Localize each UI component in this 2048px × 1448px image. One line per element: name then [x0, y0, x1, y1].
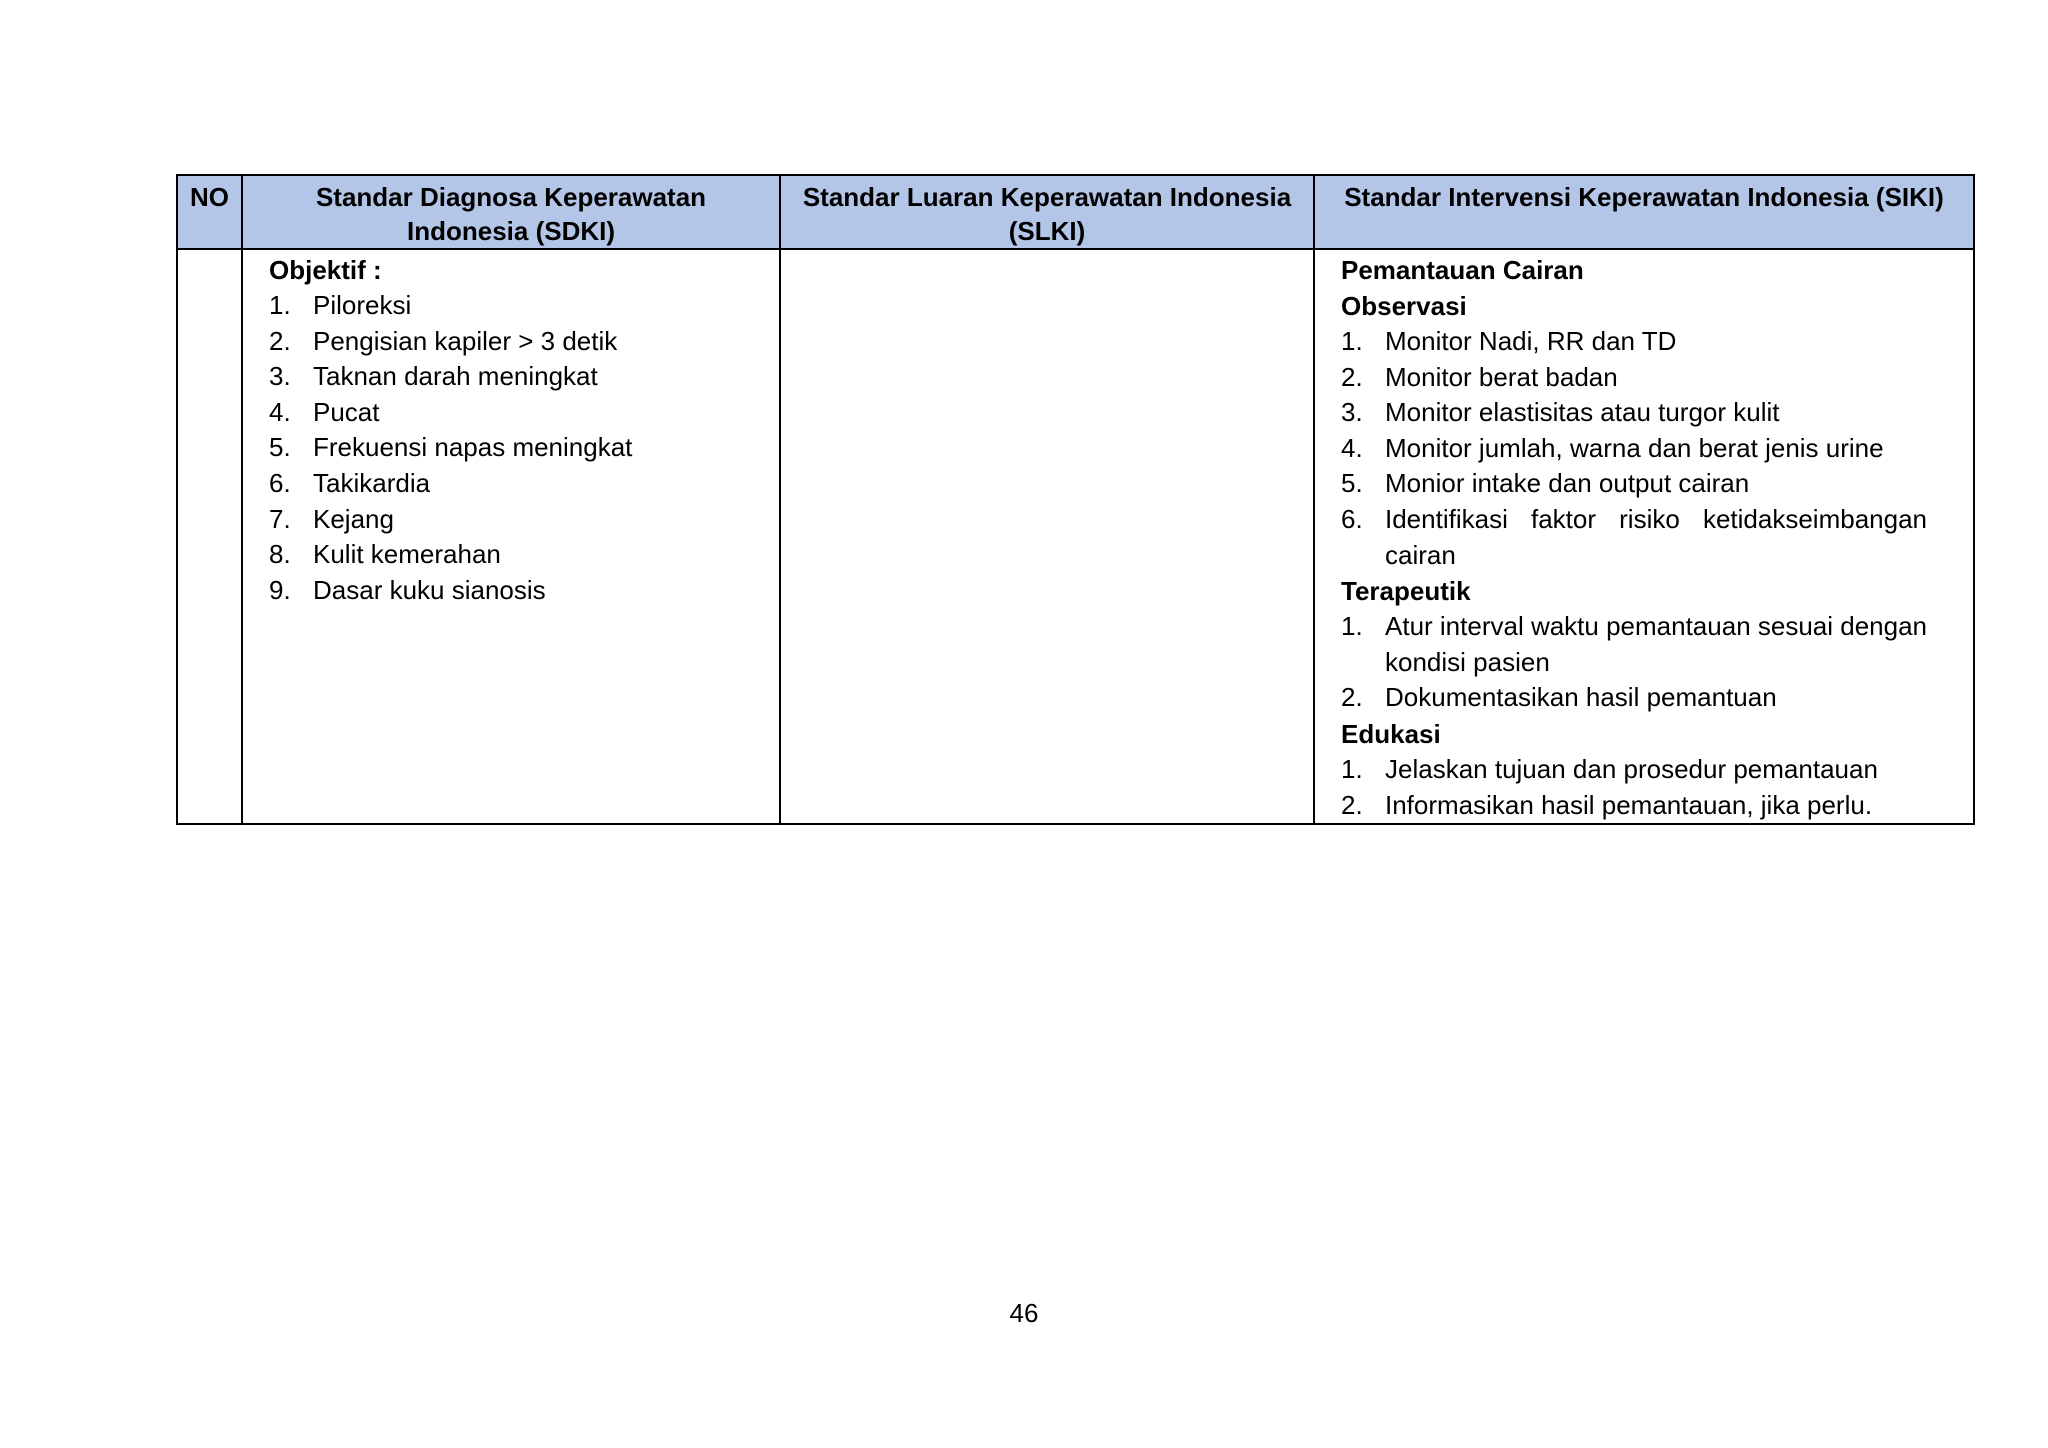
page-number: 46	[1009, 1298, 1039, 1328]
list-item: 6. Identifikasi faktor risiko ketidakseimbangan cairan	[1341, 503, 1927, 570]
list-item: 3. Monitor elastisitas atau turgor kulit	[1341, 397, 1780, 428]
cell-slki	[780, 249, 1314, 824]
observasi-list	[1341, 324, 1927, 573]
header-siki: Standar Intervensi Keperawatan Indonesia (SIKI)	[1314, 175, 1974, 249]
list-item: 5. Frekuensi napas meningkat	[269, 432, 633, 463]
edukasi-list	[1341, 752, 1927, 823]
header-slki: Standar Luaran Keperawatan Indonesia (SLKI)	[780, 175, 1314, 249]
terapeutik-list	[1341, 609, 1927, 716]
list-item: 1. Monitor Nadi, RR dan TD	[1341, 326, 1677, 356]
list-item: 1. Jelaskan tujuan dan prosedur pemantauan	[1341, 753, 1878, 784]
list-item: 4. Pucat	[269, 396, 380, 427]
list-item: 2. Monitor berat badan	[1341, 361, 1618, 392]
list-item: 1. Atur interval waktu pemantauan sesuai dengan kondisi pasien	[1341, 611, 1928, 677]
cell-siki	[1314, 249, 1974, 824]
cell-sdki	[242, 249, 780, 824]
observasi-heading: Observasi	[1341, 291, 1467, 321]
table-row	[177, 249, 1974, 824]
list-item: 3. Taknan darah meningkat	[269, 361, 598, 392]
list-item: 2. Dokumentasikan hasil pemantuan	[1341, 682, 1777, 713]
list-item: 6. Takikardia	[269, 467, 431, 498]
list-item: 5. Monior intake dan output cairan	[1341, 468, 1750, 499]
table-header-row	[177, 175, 1974, 249]
list-item: 2. Informasikan hasil pemantauan, jika perlu.	[1341, 789, 1873, 820]
edukasi-heading: Edukasi	[1341, 718, 1441, 749]
sdki-list	[269, 288, 769, 608]
list-item: 2. Pengisian kapiler > 3 detik	[269, 325, 618, 356]
list-item: 7. Kejang	[269, 503, 394, 534]
nursing-standards-table	[176, 174, 1975, 825]
list-item: 8. Kulit kemerahan	[269, 539, 501, 570]
terapeutik-heading: Terapeutik	[1341, 576, 1471, 607]
header-no: NO	[177, 175, 242, 249]
sdki-heading: Objektif :	[269, 255, 382, 285]
cell-no	[177, 249, 242, 824]
header-sdki: Standar Diagnosa Keperawatan Indonesia (SDKI)	[242, 175, 780, 249]
siki-title: Pemantauan Cairan	[1341, 255, 1584, 285]
list-item: 4. Monitor jumlah, warna dan berat jenis urine	[1341, 432, 1884, 463]
list-item: 9. Dasar kuku sianosis	[269, 574, 546, 605]
list-item: 1. Piloreksi	[269, 290, 412, 320]
